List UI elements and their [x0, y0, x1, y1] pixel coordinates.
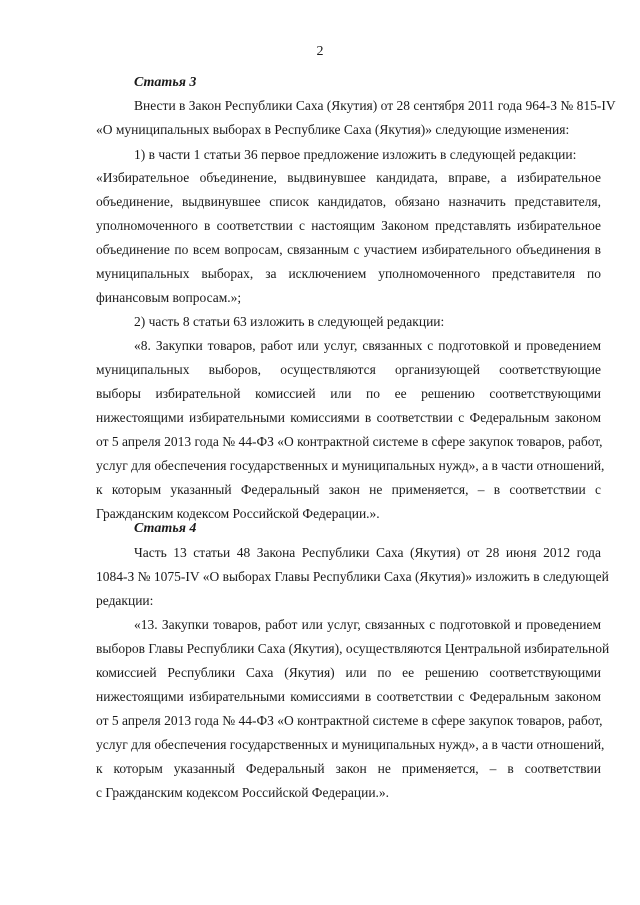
article-3-line: нижестоящими избирательными комиссиями в соответствии с Федеральным законом [96, 410, 601, 425]
article-3-line: Внести в Закон Республики Саха (Якутия) от 28 сентября 2011 года 964-З № 815-IV [134, 98, 616, 113]
article-4-line: комиссией Республики Саха (Якутия) или по ее решению соответствующими [96, 665, 601, 680]
article-4-heading: Статья 4 [134, 521, 197, 536]
article-3-line: услуг для обеспечения государственных и муниципальных нужд», а в части отношений, [96, 458, 605, 473]
article-3-line: «8. Закупки товаров, работ или услуг, связанных с подготовкой и проведением [134, 338, 601, 353]
article-4-line: к которым указанный Федеральный закон не применяется, – в соответствии [96, 761, 601, 776]
article-3-line: выборы избирательной комиссией или по ее решению соответствующими [96, 386, 601, 401]
page-number: 2 [316, 44, 324, 59]
article-3-line: 1) в части 1 статьи 36 первое предложение изложить в следующей редакции: [134, 147, 577, 162]
article-3-line: уполномоченного в соответствии с настоящим Законом представлять избирательное [96, 218, 601, 233]
article-4-line: 1084-З № 1075-IV «О выборах Главы Республики Саха (Якутия)» изложить в следующей [96, 569, 609, 584]
article-4-line: услуг для обеспечения государственных и муниципальных нужд», а в части отношений, [96, 737, 605, 752]
article-4-line: редакции: [96, 593, 154, 608]
article-3-line: от 5 апреля 2013 года № 44-ФЗ «О контрактной системе в сфере закупок товаров, работ, [96, 434, 603, 449]
article-3-line: муниципальных выборах, за исключением уполномоченного представителя по [96, 266, 601, 281]
article-3-line: объединение, выдвинувшее список кандидатов, обязано назначить представителя, [96, 194, 601, 209]
article-4-line: с Гражданским кодексом Российской Федерации.». [96, 785, 390, 800]
article-3-line: «О муниципальных выборах в Республике Саха (Якутия)» следующие изменения: [96, 122, 570, 137]
article-3-line: к которым указанный Федеральный закон не применяется, – в соответствии с [96, 482, 601, 497]
article-3-line: муниципальных выборов, осуществляются организующей соответствующие [96, 362, 601, 377]
article-3-line: финансовым вопросам.»; [96, 290, 242, 305]
article-3-line: 2) часть 8 статьи 63 изложить в следующей редакции: [134, 314, 445, 329]
article-3-line: объединение по всем вопросам, связанным с участием избирательного объединения в [96, 242, 601, 257]
article-4-line: от 5 апреля 2013 года № 44-ФЗ «О контрактной системе в сфере закупок товаров, работ, [96, 713, 603, 728]
article-3-heading: Статья 3 [134, 75, 197, 90]
article-3-line: Гражданским кодексом Российской Федерации.». [96, 506, 380, 521]
article-4-line: Часть 13 статьи 48 Закона Республики Саха (Якутия) от 28 июня 2012 года [134, 545, 601, 560]
article-3-line: «Избирательное объединение, выдвинувшее кандидата, вправе, а избирательное [96, 170, 601, 185]
article-4-line: «13. Закупки товаров, работ или услуг, связанных с подготовкой и проведением [134, 617, 601, 632]
article-4-line: выборов Главы Республики Саха (Якутия), осуществляются Центральной избирательной [96, 641, 610, 656]
article-4-line: нижестоящими избирательными комиссиями в соответствии с Федеральным законом [96, 689, 601, 704]
